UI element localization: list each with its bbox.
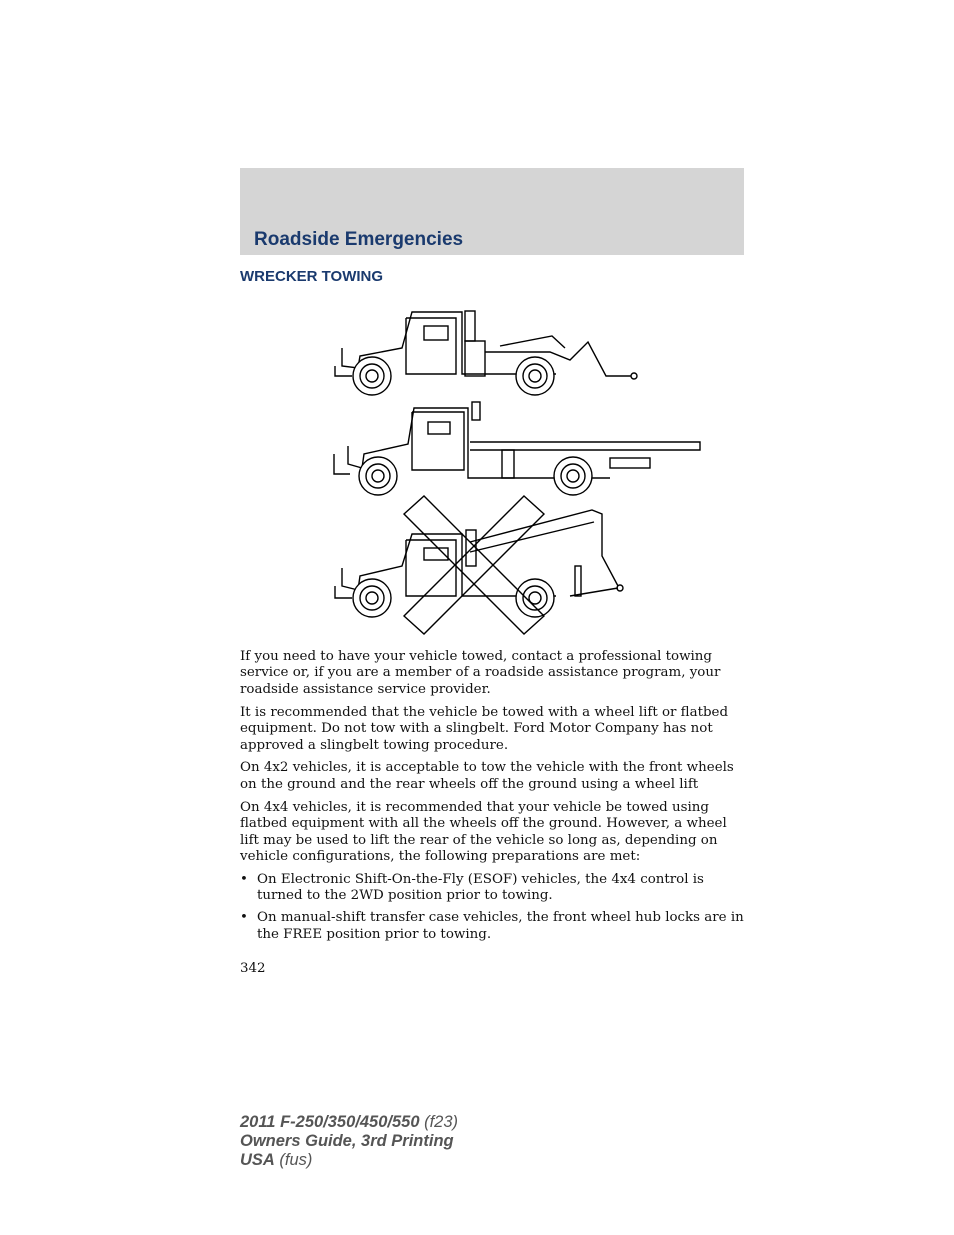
towing-illustration [320,296,720,641]
bullet-text: On Electronic Shift-On-the-Fly (ESOF) vehicles, the 4x4 control is turned to the 2WD position prior to towing. [257,871,704,904]
section-title: Roadside Emergencies [254,229,464,250]
wrecker-towing-heading: WRECKER TOWING [240,268,384,285]
paragraph: On 4x4 vehicles, it is recommended that your vehicle be towed using flatbed equipment with all the wheels off the ground. However, a wheel lift may be used to lift the rear of the vehicle so long as, depending on vehicle configurations, the following preparations are met: [240,799,727,864]
slingbelt-tow-truck [335,510,623,617]
wheel-lift-tow-truck [335,311,637,395]
bullet-item [240,910,744,943]
paragraph: If you need to have your vehicle towed, contact a professional towing service or, if you are a member of a roadside assistance program, your roadside assistance service provider. [240,649,721,697]
bullet-text: On manual-shift transfer case vehicles, the front wheel hub locks are in the FREE position prior to towing. [257,910,744,942]
bullet-item [240,872,744,905]
paragraph: It is recommended that the vehicle be towed with a wheel lift or flatbed equipment. Do not tow with a slingbelt. Ford Motor Company has not approved a slingbelt towing procedure. [240,704,729,753]
footer-guide: Owners Guide, 3rd Printing [240,1132,454,1150]
footer-market-code: (fus) [274,1151,313,1169]
bullet-symbol: • [240,910,248,926]
header-band [240,168,744,255]
flatbed-tow-truck [334,402,700,495]
footer-market: USA [240,1151,275,1169]
page-number: 342 [240,961,266,976]
paragraph: On 4x2 vehicles, it is acceptable to tow the vehicle with the front wheels on the ground and the rear wheels off the ground using a wheel lift [240,760,734,792]
footer-model: 2011 F-250/350/450/550 [240,1113,420,1131]
body-text [240,649,744,949]
bullet-symbol: • [240,871,248,887]
footer-model-code: (f23) [419,1113,459,1131]
footer-publication-info [240,1113,458,1170]
